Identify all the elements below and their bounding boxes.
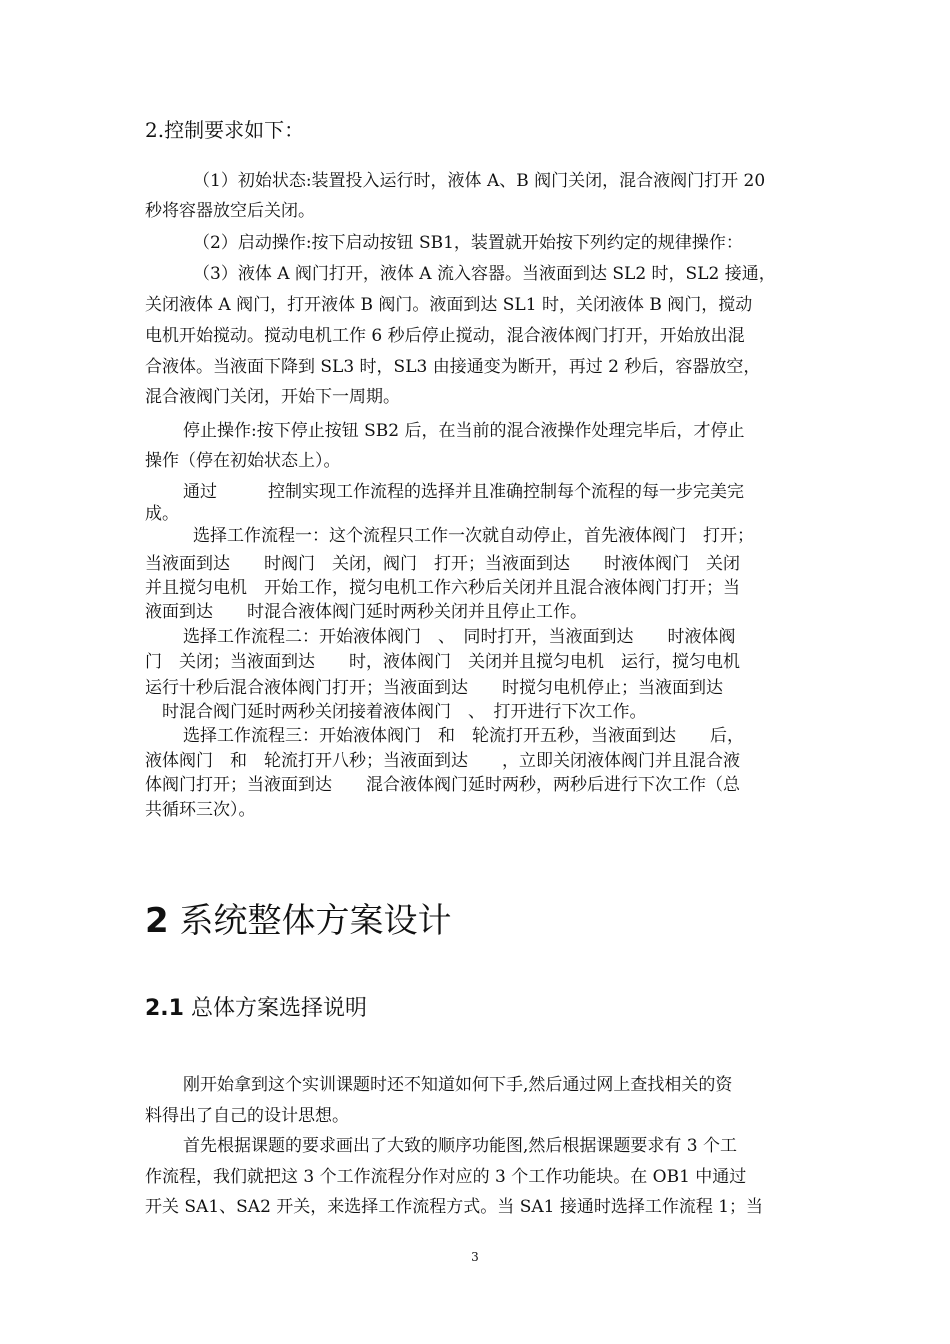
paragraph-line: 停止操作:按下停止按钮 SB2 后，在当前的混合液操作处理完毕后，才停止 xyxy=(183,421,745,441)
paragraph-line: 门 关闭；当液面到达 时，液体阀门 关闭并且搅匀电机 运行，搅匀电机 xyxy=(145,652,740,672)
paragraph-line: 料得出了自己的设计思想。 xyxy=(145,1106,349,1126)
paragraph-line: 液面到达 时混合液体阀门延时两秒关闭并且停止工作。 xyxy=(145,602,587,622)
paragraph-line: 关闭液体 A 阀门，打开液体 B 阀门。液面到达 SL1 时，关闭液体 B 阀门，搅动 xyxy=(145,295,753,315)
paragraph-line: 体阀门打开；当液面到达 混合液体阀门延时两秒，两秒后进行下次工作（总 xyxy=(145,775,740,795)
paragraph-line: 时混合阀门延时两秒关闭接着液体阀门 、 打开进行下次工作。 xyxy=(145,702,647,722)
paragraph-line: 成。 xyxy=(145,504,179,524)
paragraph-line: 运行十秒后混合液体阀门打开；当液面到达 时搅匀电机停止；当液面到达 xyxy=(145,678,723,698)
paragraph-line: （3）液体 A 阀门打开，液体 A 流入容器。当液面到达 SL2 时，SL2 接通， xyxy=(193,264,776,284)
page-number: 3 xyxy=(471,1250,479,1264)
paragraph-line: 秒将容器放空后关闭。 xyxy=(145,201,315,221)
paragraph-line: 共循环三次）。 xyxy=(145,800,256,820)
paragraph-line: 选择工作流程一：这个流程只工作一次就自动停止，首先液体阀门 打开； xyxy=(193,526,754,546)
paragraph-line: 合液体。当液面下降到 SL3 时，SL3 由接通变为断开，再过 2 秒后，容器放空， xyxy=(145,357,761,377)
section-heading xyxy=(145,992,367,1026)
paragraph-line: 开关 SA1、SA2 开关，来选择工作流程方式。当 SA1 接通时选择工作流程 1；当 xyxy=(145,1197,764,1217)
chapter-title: 系统整体方案设计 xyxy=(168,901,452,941)
paragraph-line: 并且搅匀电机 开始工作，搅匀电机工作六秒后关闭并且混合液体阀门打开；当 xyxy=(145,578,740,598)
paragraph-line: （1）初始状态:装置投入运行时，液体 A、B 阀门关闭，混合液阀门打开 20 xyxy=(193,171,766,191)
paragraph-line: （2）启动操作:按下启动按钮 SB1，装置就开始按下列约定的规律操作： xyxy=(193,233,743,253)
paragraph-line: 混合液阀门关闭，开始下一周期。 xyxy=(145,387,400,407)
section-heading-title: 总体方案选择说明 xyxy=(183,996,367,1021)
paragraph-line: 作流程，我们就把这 3 个工作流程分作对应的 3 个工作功能块。在 OB1 中通过 xyxy=(145,1167,747,1187)
section-title: 2.控制要求如下： xyxy=(145,118,305,142)
section-number: 2.1 xyxy=(145,996,184,1021)
paragraph-line: 选择工作流程二：开始液体阀门 、 同时打开，当液面到达 时液体阀 xyxy=(183,627,736,647)
paragraph-line: 液体阀门 和 轮流打开八秒；当液面到达 ，立即关闭液体阀门并且混合液 xyxy=(145,751,740,771)
paragraph-line: 当液面到达 时阀门 关闭，阀门 打开；当液面到达 时液体阀门 关闭 xyxy=(145,554,740,574)
paragraph-line: 选择工作流程三：开始液体阀门 和 轮流打开五秒，当液面到达 后， xyxy=(183,726,744,746)
chapter-number: 2 xyxy=(145,901,169,941)
paragraph-line: 电机开始搅动。搅动电机工作 6 秒后停止搅动，混合液体阀门打开，开始放出混 xyxy=(145,326,745,346)
chapter-heading xyxy=(145,897,451,945)
paragraph-line: 操作（停在初始状态上）。 xyxy=(145,451,341,471)
paragraph-line: 通过 控制实现工作流程的选择并且准确控制每个流程的每一步完美完 xyxy=(183,482,744,502)
paragraph-line: 刚开始拿到这个实训课题时还不知道如何下手,然后通过网上查找相关的资 xyxy=(183,1075,733,1095)
paragraph-line: 首先根据课题的要求画出了大致的顺序功能图,然后根据课题要求有 3 个工 xyxy=(183,1136,738,1156)
